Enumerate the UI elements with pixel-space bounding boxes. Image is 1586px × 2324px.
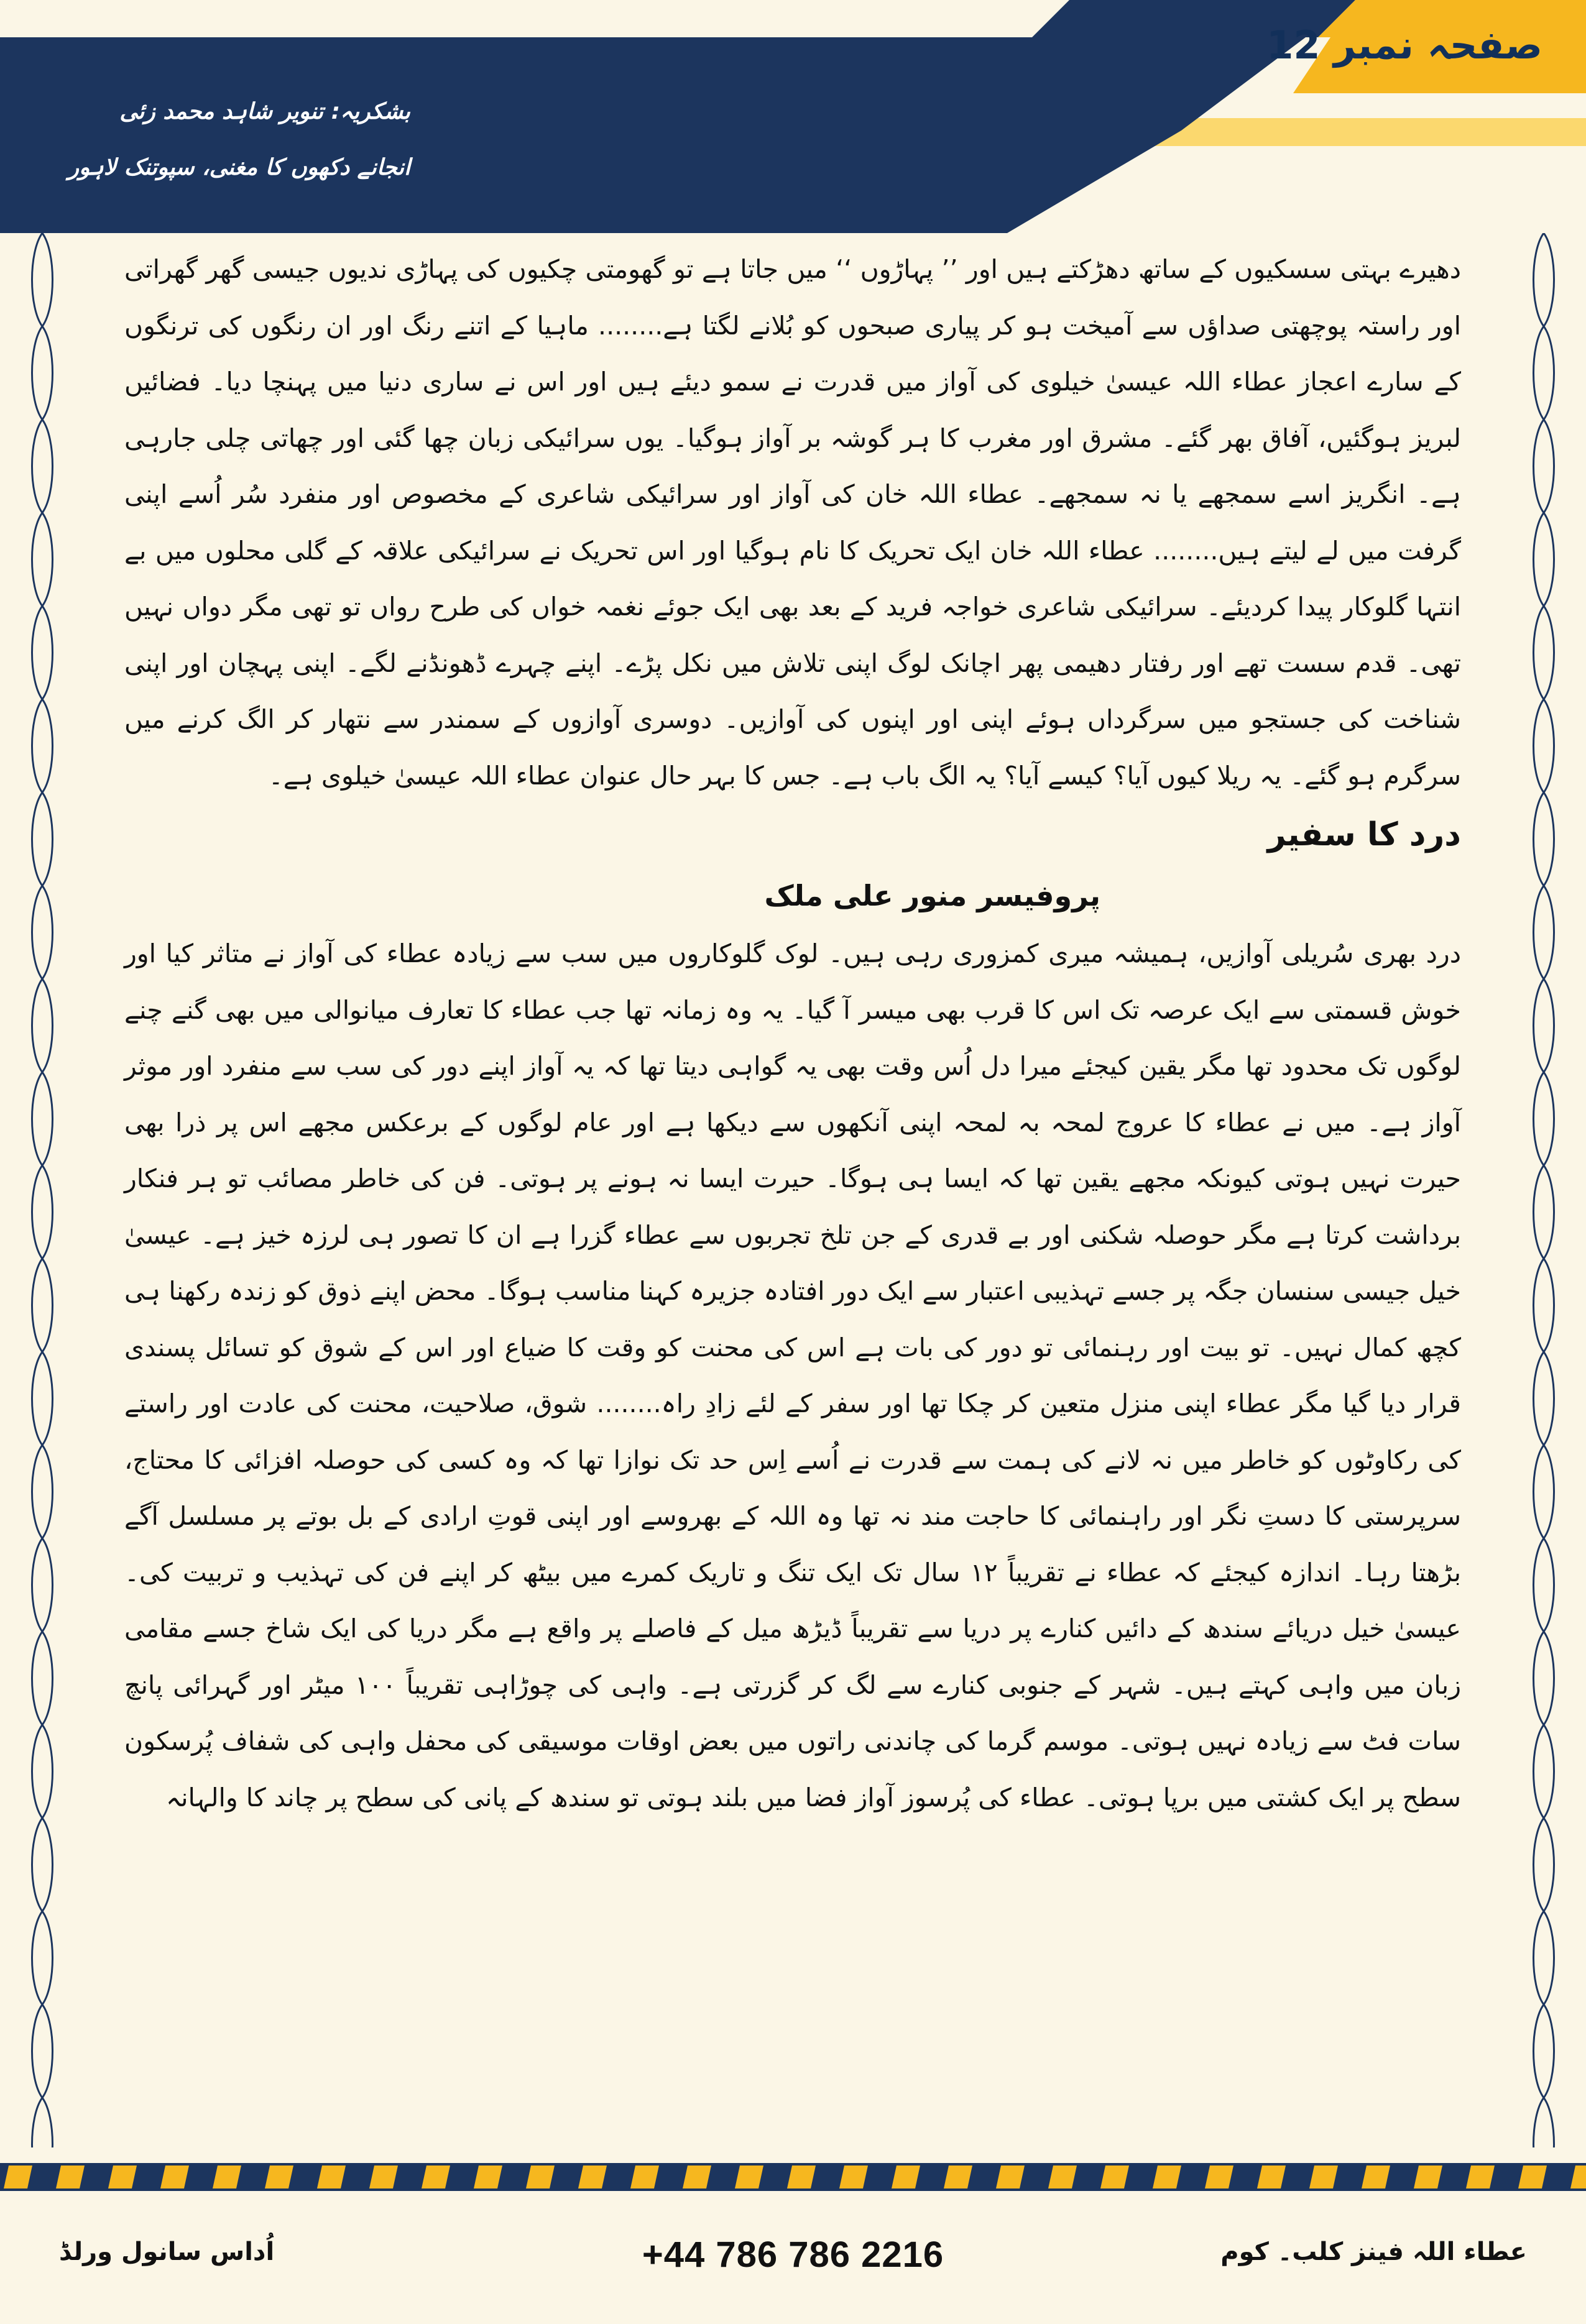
footer [0,2234,1586,2306]
footer-stripe-band [0,2163,1586,2191]
left-border-chain [24,233,61,2147]
credit-block [62,84,410,196]
credit-line-1: بشکریہ: تنویر شاہد محمد زئی [119,99,410,124]
main-content [124,241,1461,1826]
intro-paragraph: دھیرے بہتی سسکیوں کے ساتھ دھڑکتے ہیں اور ’’ پہاڑوں ‘‘ میں جاتا ہے تو گھومتی چکیوں کی پہاڑی ندیوں جیسی گھر گھراتی اور راستہ پوچھتی صداؤں سے آمیخت ہو کر پیاری صبحوں کو بُلانے لگتا ہے........ ماہیا کے اتنے رنگ اور ان رنگوں کی ترنگوں کے سارے اعجاز عطاء اللہ عیسیٰ خیلوی کی آواز میں قدرت نے سمو دیئے ہیں اور اس نے ساری دنیا میں پہنچا دیا۔ فضائیں لبریز ہوگئیں، آفاق بھر گئے۔ مشرق اور مغرب کا ہر گوشہ بر آواز ہوگیا۔ یوں سرائیکی زبان چھا گئی اور چھاتی چلی جارہی ہے۔ انگریز اسے سمجھے یا نہ سمجھے۔ عطاء اللہ خان کی آواز اور سرائیکی شاعری کے مخصوص اور منفرد سُر اُسے اپنی گرفت میں لے لیتے ہیں........ عطاء اللہ خان ایک تحریک کا نام ہوگیا اور اس تحریک نے سرائیکی علاقہ کے گلی محلوں میں بے انتہا گلوکار پیدا کردیئے۔ سرائیکی شاعری خواجہ فرید کے بعد بھی ایک جوئے نغمہ خواں کی طرح رواں تو تھی مگر دواں نہیں تھی۔ قدم سست تھے اور رفتار دھیمی پھر اچانک لوگ اپنی تلاش میں نکل پڑے۔ اپنے چہرے ڈھونڈنے لگے۔ اپنی پہچان اور اپنی شناخت کی جستجو میں سرگرداں ہوئے اپنی اور اپنوں کی آوازیں۔ دوسری آوازوں کے سمندر سے نتھار کر الگ کرنے میں سرگرم ہو گئے۔ یہ ریلا کیوں آیا؟ کیسے آیا؟ یہ الگ باب ہے۔ جس کا بہر حال عنوان عطاء اللہ عیسیٰ خیلوی ہے۔ [124,254,1461,791]
article-author: پروفیسر منور علی ملک [764,879,1100,912]
footer-left-text: اُداس سانول ورلڈ [59,2238,275,2266]
footer-phone: +44 786 786 2216 [642,2234,944,2275]
credit-line-2: انجانے دکھوں کا مغنی، سپوتنک لاہور [68,155,410,180]
article-title: درد کا سفیر [1267,816,1461,853]
article-body: درد بھری سُریلی آوازیں، ہمیشہ میری کمزوری رہی ہیں۔ لوک گلوکاروں میں سب سے زیادہ عطاء کی آواز نے متاثر کیا اور خوش قسمتی سے ایک عرصہ تک اس کا قرب بھی میسر آ گیا۔ یہ وہ زمانہ تھا جب عطاء کا تعارف میانوالی میں بھی گنے چنے لوگوں تک محدود تھا مگر یقین کیجئے میرا دل اُس وقت بھی یہ گواہی دیتا تھا کہ یہ آواز اپنے دور کی سب سے منفرد اور موثر آواز ہے۔ میں نے عطاء کا عروج لمحہ بہ لمحہ اپنی آنکھوں سے دیکھا ہے اور عام لوگوں کے برعکس مجھے اس پر ذرا بھی حیرت نہیں ہوتی کیونکہ مجھے یقین تھا کہ ایسا ہی ہوگا۔ حیرت ایسا نہ ہونے پر ہوتی۔ فن کی خاطر مصائب تو ہر فنکار برداشت کرتا ہے مگر حوصلہ شکنی اور بے قدری کے جن تلخ تجربوں سے عطاء گزرا ہے ان کا تصور ہی لرزہ خیز ہے۔ عیسیٰ خیل جیسی سنسان جگہ پر جسے تہذیبی اعتبار سے ایک دور افتادہ جزیرہ کہنا مناسب ہوگا۔ محض اپنے ذوق کو زندہ رکھنا ہی کچھ کمال نہیں۔ تو بیت اور رہنمائی تو دور کی بات ہے اس کی محنت کو وقت کا ضیاع اور اس کے شوق کو تسائل پسندی قرار دیا گیا مگر عطاء اپنی منزل متعین کر چکا تھا اور سفر کے لئے زادِ راہ........ شوق، صلاحیت، محنت کی عادت اور راستے کی رکاوٹوں کو خاطر میں نہ لانے کی ہمت سے قدرت نے اُسے اِس حد تک نوازا تھا کہ وہ کسی کی حوصلہ افزائی کا محتاج، سرپرستی کا دستِ نگر اور راہنمائی کا حاجت مند نہ تھا وہ اللہ کے بھروسے اور اپنی قوتِ ارادی کے بل بوتے پر مسلسل آگے بڑھتا رہا۔ اندازہ کیجئے کہ عطاء نے تقریباً ۱۲ سال تک ایک تنگ و تاریک کمرے میں بیٹھ کر اپنے فن کی تہذیب و تربیت کی۔ عیسیٰ خیل دریائے سندھ کے دائیں کنارے پر دریا سے تقریباً ڈیڑھ میل کے فاصلے پر واقع ہے مگر دریا کی ایک شاخ جسے مقامی زبان میں واہی کہتے ہیں۔ شہر کے جنوبی کنارے سے لگ کر گزرتی ہے۔ واہی کی چوڑاہی تقریباً ۱۰۰ میٹر اور گہرائی پانچ سات فٹ سے زیادہ نہیں ہوتی۔ موسم گرما کی چاندنی راتوں میں بعض اوقات موسیقی کی محفل واہی کی شفاف پُرسکون سطح پر ایک کشتی میں برپا ہوتی۔ عطاء کی پُرسوز آواز فضا میں بلند ہوتی تو سندھ کے پانی کی سطح پر چاند کا والہانہ [124,939,1461,1812]
page-number: صفحہ نمبر 12 [1266,22,1542,68]
footer-right-text: عطاء اللہ فینز کلب۔ کوم [1220,2238,1527,2266]
right-border-chain [1525,233,1562,2147]
